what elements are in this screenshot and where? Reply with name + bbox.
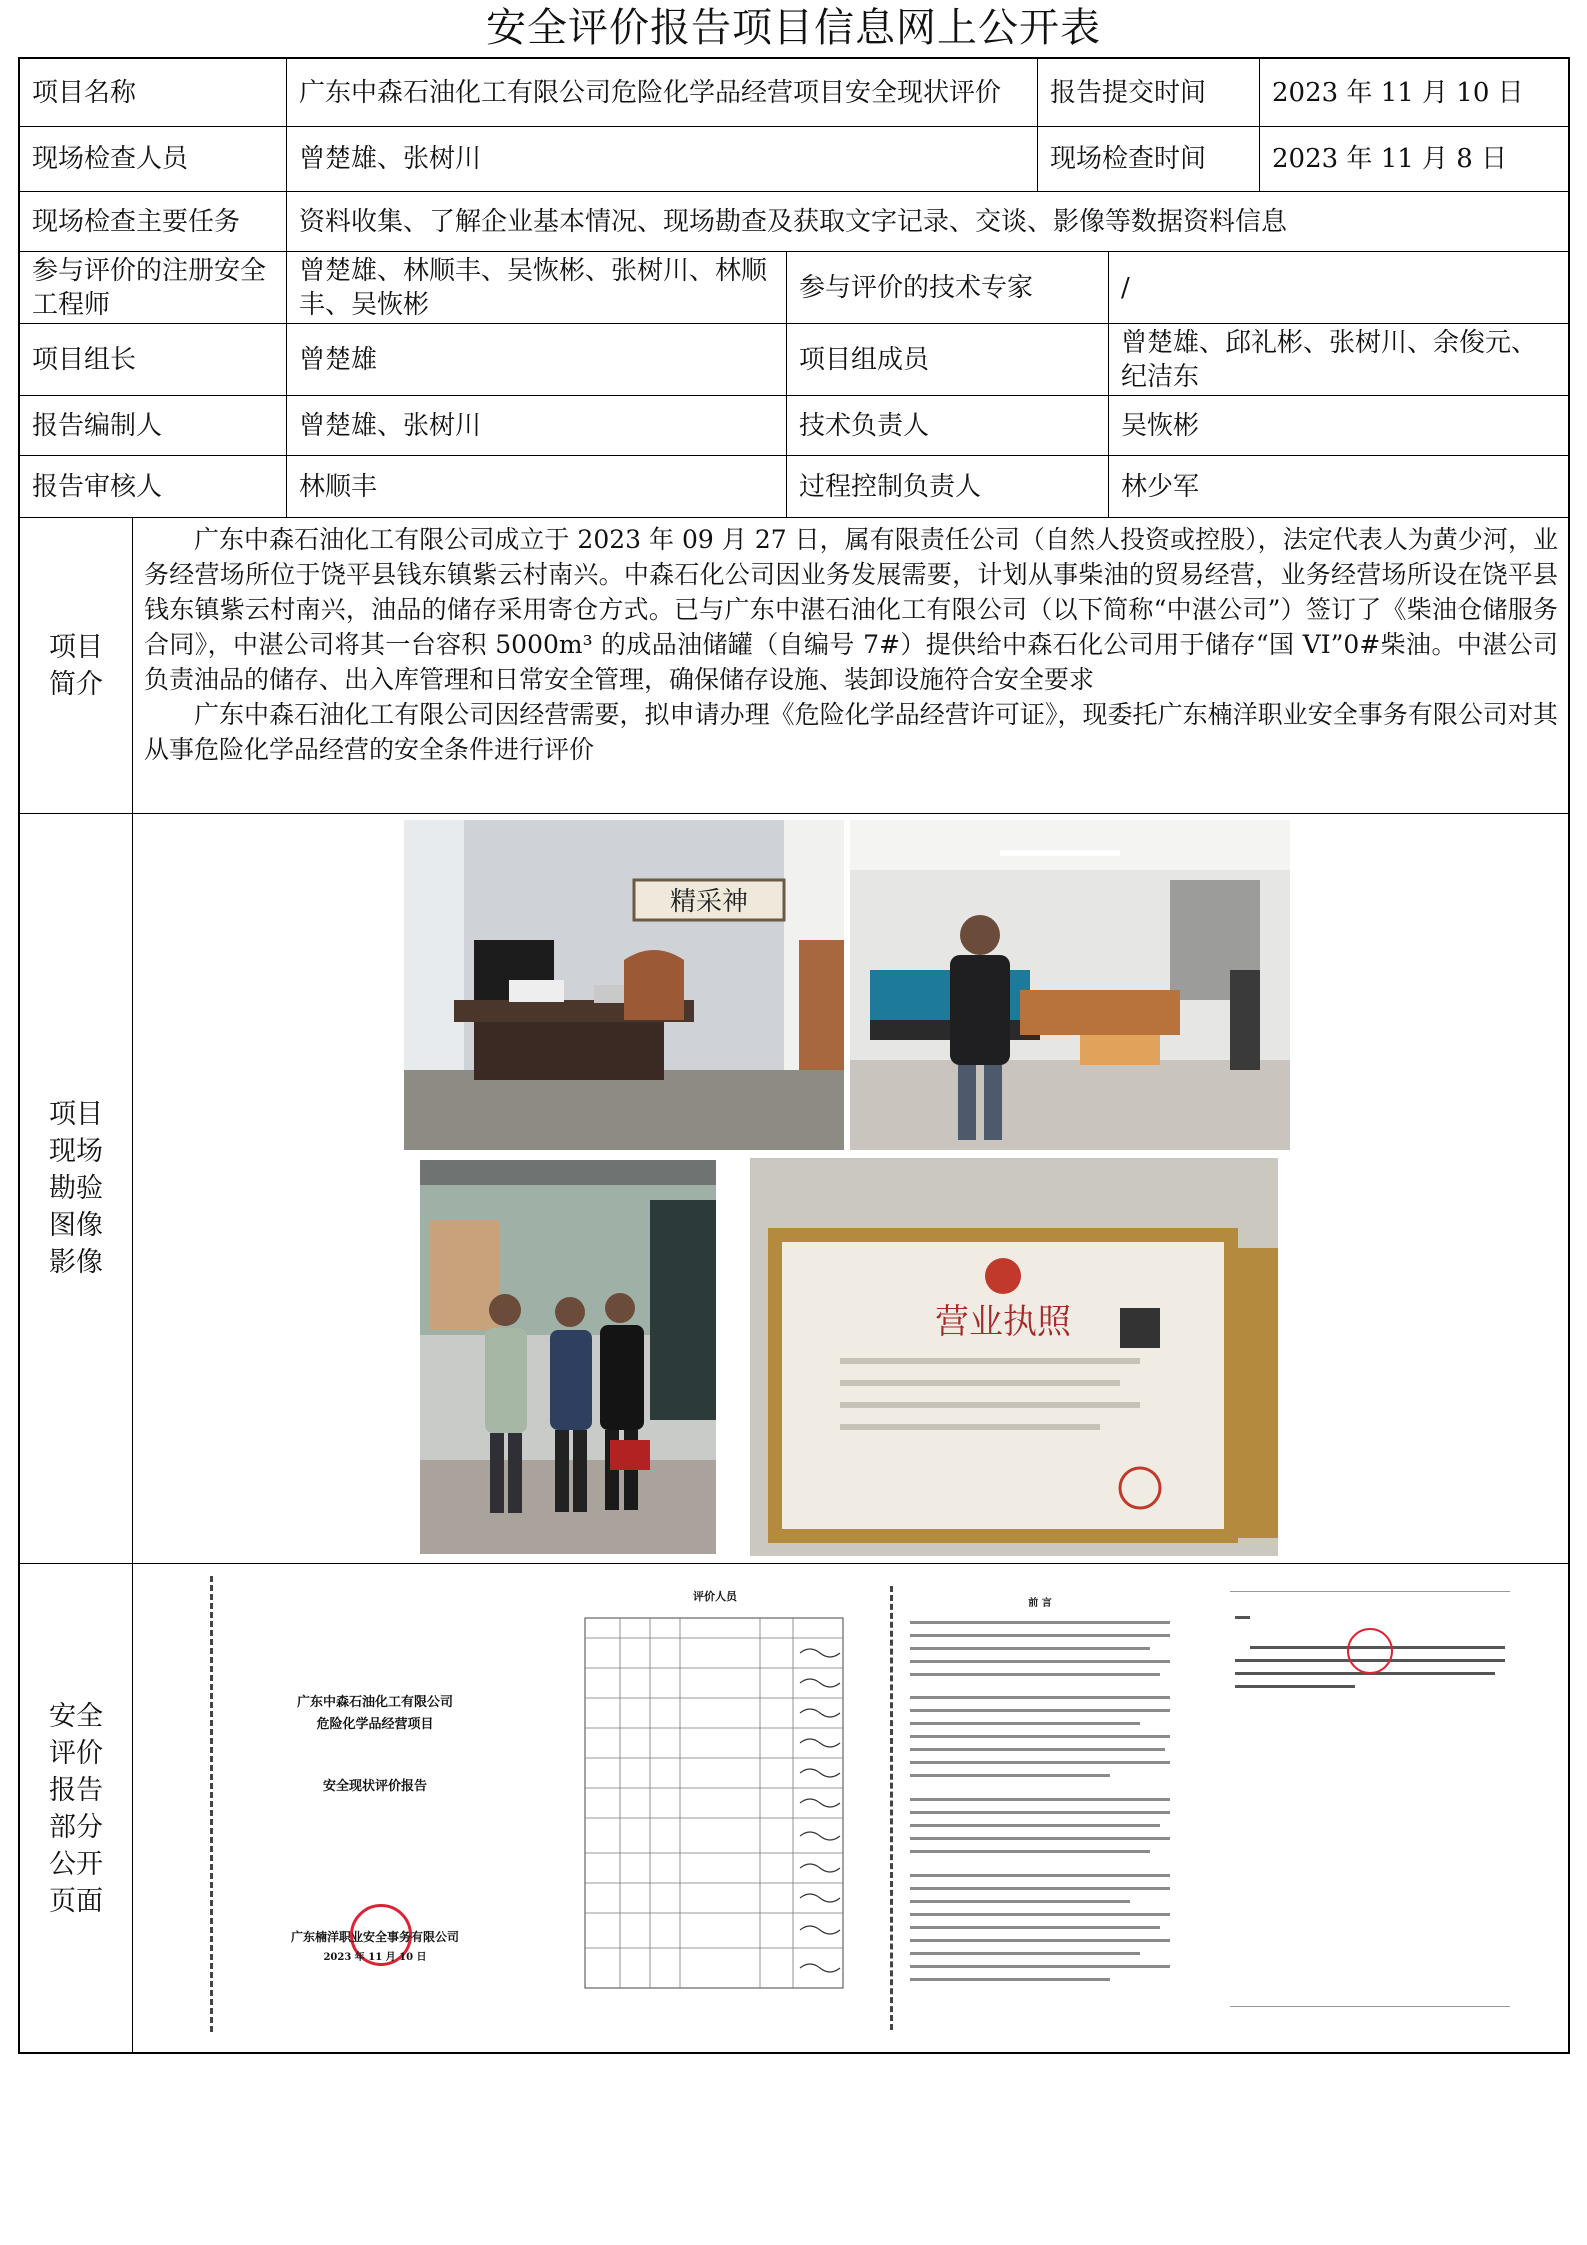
compiler-value: 曾楚雄、张树川 [287,396,787,455]
staff-table-graphic [565,1588,865,2028]
leader-value: 曾楚雄 [287,324,787,395]
calligraphy-text: 精采神 [669,887,749,917]
inspect-time-label: 现场检查时间 [1038,127,1260,191]
project-name-label: 项目名称 [20,59,287,126]
experts-label: 参与评价的技术专家 [787,252,1109,323]
foreword-title: 前 言 [1028,1598,1052,1609]
row-compiler [20,396,1568,456]
tech-lead-label: 技术负责人 [787,396,1109,455]
intro-label-cell [20,518,133,813]
cover-line-2: 危险化学品经营项目 [316,1717,434,1732]
cover-binding-edge [210,1576,219,2032]
row-leader [20,324,1568,396]
members-value: 曾楚雄、邱礼彬、张树川、余俊元、纪洁东 [1121,327,1538,392]
row-report-pages [20,1564,1568,2054]
intro-paragraph-2: 广东中森石油化工有限公司因经营需要，拟申请办理《危险化学品经营许可证》，现委托广东楠洋职业安全事务有限公司对其从事危险化学品经营的安全条件进行评价 [144,700,1558,764]
cover-line-3: 安全现状评价报告 [322,1779,427,1794]
cover-company: 广东楠洋职业安全事务有限公司 [290,1930,459,1944]
row-inspectors [20,127,1568,192]
cover-date: 2023 年 11 月 10 日 [323,1952,427,1963]
info-table [18,57,1570,2054]
row-intro [20,518,1568,814]
tech-lead-value: 吴恢彬 [1121,410,1200,441]
row-project-name [20,59,1568,127]
row-reviewer [20,456,1568,518]
report-cover-page [210,1576,540,2032]
photos-label: 项目现场勘验图像影像 [49,1099,103,1278]
cover-title-block [210,1692,540,1798]
row-engineers [20,252,1568,324]
inspect-time-value: 2023 年 11 月 8 日 [1272,144,1508,174]
photos-label-cell [20,814,133,1563]
leader-label: 项目组长 [20,324,287,395]
conclusion-text-graphic [1220,1576,1520,2026]
report-foreword-page [890,1586,1190,2030]
page-title: 安全评价报告项目信息网上公开表 [486,5,1101,51]
members-label: 项目组成员 [787,324,1109,395]
license-title: 营业执照 [935,1302,1071,1342]
process-lead-value: 林少军 [1121,471,1200,502]
reviewer-value: 林顺丰 [287,456,787,517]
photo-meeting-room-image [850,820,1290,1150]
foreword-text-graphic [890,1586,1190,2030]
project-name-value: 广东中森石油化工有限公司危险化学品经营项目安全现状评价 [287,59,1038,126]
report-conclusion-page [1220,1576,1520,2026]
photo-team-image [420,1160,716,1554]
intro-text [132,518,1568,813]
submit-time-value: 2023 年 11 月 10 日 [1272,77,1524,108]
photo-meeting-room [850,820,1290,1150]
report-pages-label-cell [20,1564,133,2054]
tasks-value: 资料收集、了解企业基本情况、现场勘查及获取文字记录、交谈、影像等数据资料信息 [299,206,1288,237]
row-tasks [20,192,1568,252]
photo-office [404,820,844,1150]
submit-time-label: 报告提交时间 [1038,59,1260,126]
photo-office-image [404,820,844,1150]
inspectors-value: 曾楚雄、张树川 [287,127,1038,191]
staff-title: 评价人员 [693,1590,737,1603]
experts-value: / [1121,272,1130,303]
photo-license-image [750,1158,1278,1556]
reviewer-label: 报告审核人 [20,456,287,517]
process-lead-label: 过程控制负责人 [787,456,1109,517]
photo-team [420,1160,716,1554]
compiler-label: 报告编制人 [20,396,287,455]
tasks-label: 现场检查主要任务 [20,192,287,251]
intro-paragraph-1: 广东中森石油化工有限公司成立于 2023 年 09 月 27 日，属有限责任公司（自然人投资或控股），法定代表人为黄少河，业务经营场所位于饶平县钱东镇紫云村南兴。中森石化公司因业务发展需要，计划从事柴油的贸易经营，业务经营场所设在饶平县钱东镇紫云村南兴，油品的储存采用寄仓方式。已与广东中湛石油化工有限公司（以下简称“中湛公司”）签订了《柴油仓储服务合同》，中湛公司将其一台容积 5000m³ 的成品油储罐（自编号 7#）提供给中森石化公司用于储存“国 VI”0#柴油。中湛公司负责油品的储存、出入库管理和日常安全管理，确保储存设施、装卸设施符合安全要求 [144,525,1558,694]
cover-line-1: 广东中森石油化工有限公司 [296,1695,453,1710]
report-staff-page [565,1588,865,2028]
report-pages-label: 安全评价报告部分公开页面 [49,1701,103,1917]
inspectors-label: 现场检查人员 [20,127,287,191]
row-photos [20,814,1568,1564]
engineers-value: 曾楚雄、林顺丰、吴恢彬、张树川、林顺丰、吴恢彬 [287,252,787,323]
intro-label: 项目简介 [49,631,103,700]
engineers-label: 参与评价的注册安全工程师 [20,252,287,323]
photo-business-license [750,1158,1278,1556]
